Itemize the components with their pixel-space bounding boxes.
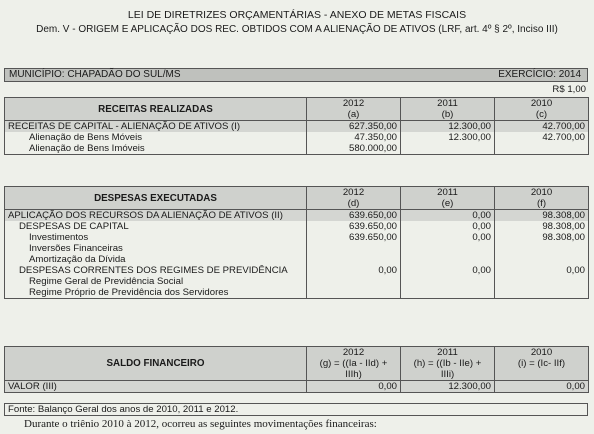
year-header: 2012	[307, 347, 401, 359]
cell-value	[401, 287, 495, 299]
year-header: 2010	[495, 98, 589, 110]
cell-value	[401, 243, 495, 254]
formula-text: (i) = (Ic- IIf)	[495, 358, 589, 369]
year-subheader: (c)	[495, 109, 589, 121]
receitas-title: RECEITAS REALIZADAS	[5, 98, 307, 121]
cell-value: 0,00	[495, 265, 589, 276]
despesas-title: DESPESAS EXECUTADAS	[5, 187, 307, 210]
cell-value	[307, 254, 401, 265]
cell-value: 98.308,00	[495, 210, 589, 222]
row-label: VALOR (III)	[5, 381, 307, 393]
cell-value: 0,00	[307, 381, 401, 393]
cell-value: 12.300,00	[401, 132, 495, 143]
year-header: 2010	[495, 187, 589, 199]
cell-value	[495, 143, 589, 155]
table-row	[5, 381, 589, 393]
row-label: RECEITAS DE CAPITAL - ALIENAÇÃO DE ATIVOS (I)	[5, 121, 307, 133]
table-row	[5, 221, 589, 232]
cell-value	[495, 243, 589, 254]
cell-value: 0,00	[401, 265, 495, 276]
row-label: Regime Geral de Previdência Social	[5, 276, 307, 287]
row-label: Investimentos	[5, 232, 307, 243]
cell-value: 12.300,00	[401, 121, 495, 133]
source-note: Fonte: Balanço Geral dos anos de 2010, 2011 e 2012.	[4, 403, 588, 416]
table-row	[5, 121, 589, 133]
cell-value: 627.350,00	[307, 121, 401, 133]
row-label: Alienação de Bens Imóveis	[5, 143, 307, 155]
cell-value	[495, 287, 589, 299]
cell-value	[401, 276, 495, 287]
year-header: 2012	[307, 187, 401, 199]
year-subheader: (e)	[401, 198, 495, 210]
cell-value	[307, 276, 401, 287]
cell-value: 42.700,00	[495, 132, 589, 143]
formula-text	[495, 369, 589, 381]
table-row	[5, 265, 589, 276]
row-label: Alienação de Bens Móveis	[5, 132, 307, 143]
cell-value	[401, 143, 495, 155]
year-subheader: (a)	[307, 109, 401, 121]
formula-text: IIIi)	[401, 369, 495, 381]
cell-value: 0,00	[401, 210, 495, 222]
saldo-table	[4, 346, 589, 393]
municipio-label: MUNICÍPIO: CHAPADÃO DO SUL/MS	[9, 69, 181, 80]
year-subheader: (d)	[307, 198, 401, 210]
year-header: 2011	[401, 98, 495, 110]
document-subtitle: Dem. V - ORIGEM E APLICAÇÃO DOS REC. OBTIDOS COM A ALIENAÇÃO DE ATIVOS (LRF, art. 4º § 2º, Inciso III)	[36, 24, 558, 35]
cell-value	[495, 276, 589, 287]
municipio-bar	[4, 68, 588, 82]
table-row	[5, 276, 589, 287]
year-header: 2011	[401, 347, 495, 359]
cell-value: 639.650,00	[307, 221, 401, 232]
cell-value: 639.650,00	[307, 232, 401, 243]
year-subheader: (f)	[495, 198, 589, 210]
document-title: LEI DE DIRETRIZES ORÇAMENTÁRIAS - ANEXO DE METAS FISCAIS	[127, 9, 467, 21]
row-label: DESPESAS CORRENTES DOS REGIMES DE PREVIDÊNCIA	[5, 265, 307, 276]
cell-value: 98.308,00	[495, 232, 589, 243]
cell-value: 580.000,00	[307, 143, 401, 155]
formula-text: (g) = ((Ia - IId) +	[307, 358, 401, 369]
table-row	[5, 143, 589, 155]
cell-value: 98.308,00	[495, 221, 589, 232]
saldo-title: SALDO FINANCEIRO	[5, 347, 307, 381]
row-label: DESPESAS DE CAPITAL	[5, 221, 307, 232]
row-label: Inversões Financeiras	[5, 243, 307, 254]
cell-value: 0,00	[495, 381, 589, 393]
cell-value: 42.700,00	[495, 121, 589, 133]
cell-value: 639.650,00	[307, 210, 401, 222]
formula-text: IIIh)	[307, 369, 401, 381]
table-row	[5, 232, 589, 243]
cell-value: 0,00	[401, 221, 495, 232]
year-header: 2012	[307, 98, 401, 110]
unit-label: R$ 1,00	[552, 84, 586, 95]
table-row	[5, 210, 589, 222]
receitas-table	[4, 97, 589, 155]
cell-value	[401, 254, 495, 265]
row-label: Amortização da Dívida	[5, 254, 307, 265]
body-text: Durante o triênio 2010 à 2012, ocorreu as seguintes movimentações financeiras:	[24, 418, 377, 430]
year-header: 2011	[401, 187, 495, 199]
table-row	[5, 132, 589, 143]
row-label: APLICAÇÃO DOS RECURSOS DA ALIENAÇÃO DE ATIVOS (II)	[5, 210, 307, 222]
exercicio-label: EXERCÍCIO: 2014	[498, 69, 581, 80]
cell-value: 47.350,00	[307, 132, 401, 143]
cell-value	[307, 287, 401, 299]
year-header: 2010	[495, 347, 589, 359]
formula-text: (h) = ((Ib - IIe) +	[401, 358, 495, 369]
row-label: Regime Próprio de Previdência dos Servidores	[5, 287, 307, 299]
cell-value: 0,00	[401, 232, 495, 243]
cell-value	[495, 254, 589, 265]
cell-value: 0,00	[307, 265, 401, 276]
table-row	[5, 254, 589, 265]
year-subheader: (b)	[401, 109, 495, 121]
cell-value: 12.300,00	[401, 381, 495, 393]
cell-value	[307, 243, 401, 254]
table-row	[5, 287, 589, 299]
table-row	[5, 243, 589, 254]
despesas-table	[4, 186, 589, 299]
